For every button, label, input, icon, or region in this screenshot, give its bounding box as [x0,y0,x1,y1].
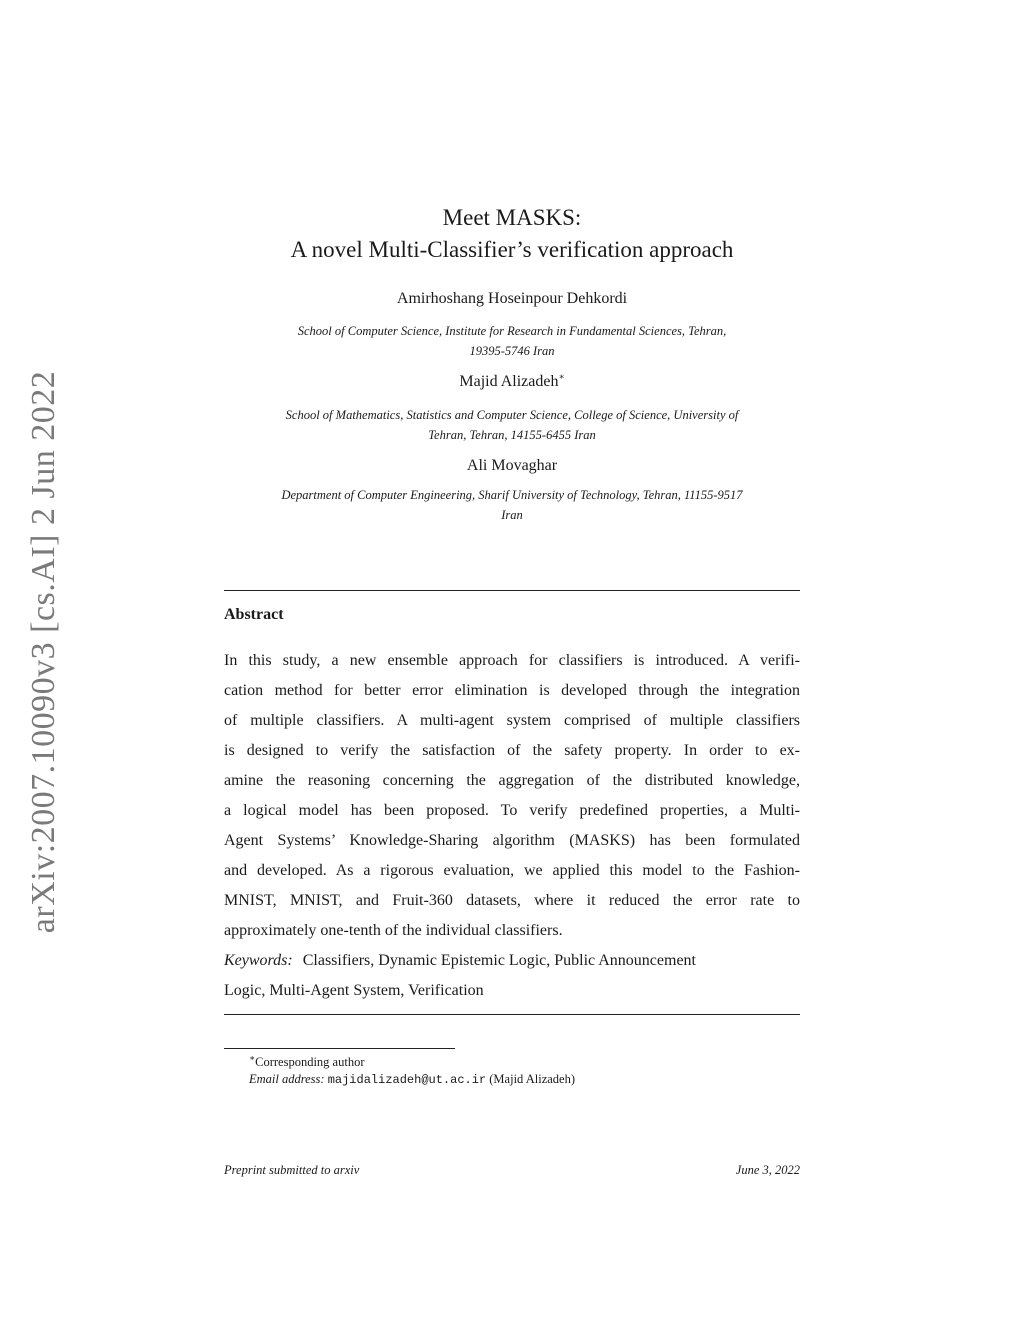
author-1-affiliation-line-2: 19395-5746 Iran [469,344,555,358]
author-3-affiliation-line-1: Department of Computer Engineering, Sharif University of Technology, Tehran, 11155-9517 [281,488,743,502]
email-owner: (Majid Alizadeh) [489,1072,576,1086]
footnote-corresponding-text: Corresponding author [255,1055,365,1069]
abstract-line: cation method for better error elimination is developed through the integration [224,682,800,699]
abstract-line: a logical model has been proposed. To verify predefined properties, a Multi- [224,802,800,819]
author-2-affiliation-line-2: Tehran, Tehran, 14155-6455 Iran [428,428,596,442]
footer-preprint-note: Preprint submitted to arxiv [224,1163,360,1177]
abstract-line: of multiple classifiers. A multi-agent system comprised of multiple classifiers [224,712,800,729]
abstract-top-rule [224,590,800,591]
abstract-line: Agent Systems’ Knowledge-Sharing algorithm (MASKS) has been formulated [224,832,800,849]
title-line-2: A novel Multi-Classifier’s verification approach [290,237,734,262]
footnote-rule [224,1048,455,1049]
abstract-line: In this study, a new ensemble approach for classifiers is introduced. A verifi- [224,652,800,669]
keywords-line-1 [224,946,800,976]
author-1-affiliation [224,321,800,361]
keywords-line-2: Logic, Multi-Agent System, Verification [224,982,484,999]
paper-page [224,0,800,1325]
abstract-line: amine the reasoning concerning the aggregation of the distributed knowledge, [224,772,800,789]
arxiv-identifier-stamp: arXiv:2007.10090v3 [cs.AI] 2 Jun 2022 [25,370,62,934]
abstract-line: is designed to verify the satisfaction of the safety property. In order to ex- [224,742,800,759]
author-1-affiliation-line-1: School of Computer Science, Institute for Research in Fundamental Sciences, Tehran, [297,324,727,338]
footnote-corresponding [249,1054,364,1070]
author-2-affiliation [224,405,800,445]
abstract-body [224,646,800,946]
paper-title [224,202,800,266]
author-1-name: Amirhoshang Hoseinpour Dehkordi [396,290,628,307]
footer-date: June 3, 2022 [735,1163,800,1177]
author-3-affiliation [224,485,800,525]
abstract-line: approximately one-tenth of the individual classifiers. [224,922,563,939]
author-3-name: Ali Movaghar [466,457,558,474]
abstract-line: and developed. As a rigorous evaluation, we applied this model to the Fashion- [224,862,800,879]
author-2-corresponding-mark: ∗ [558,371,565,382]
footnote-mark: ∗ [249,1052,256,1063]
abstract-heading: Abstract [224,606,284,623]
keywords-label: Keywords: [224,952,293,969]
author-2-name: Majid Alizadeh∗ [459,371,565,390]
title-line-1: Meet MASKS: [442,205,582,230]
keywords [224,946,800,1006]
email-link[interactable]: majidalizadeh@ut.ac.ir [327,1073,487,1087]
abstract-line: MNIST, MNIST, and Fruit-360 datasets, where it reduced the error rate to [224,892,800,909]
abstract-bottom-rule [224,1014,800,1015]
author-3-affiliation-line-2: Iran [501,508,523,522]
email-label: Email address: [249,1072,325,1086]
keywords-text-1: Classifiers, Dynamic Epistemic Logic, Public Announcement [302,952,696,969]
author-2-affiliation-line-1: School of Mathematics, Statistics and Computer Science, College of Science, University of [285,408,739,422]
footnote-email [249,1071,575,1088]
